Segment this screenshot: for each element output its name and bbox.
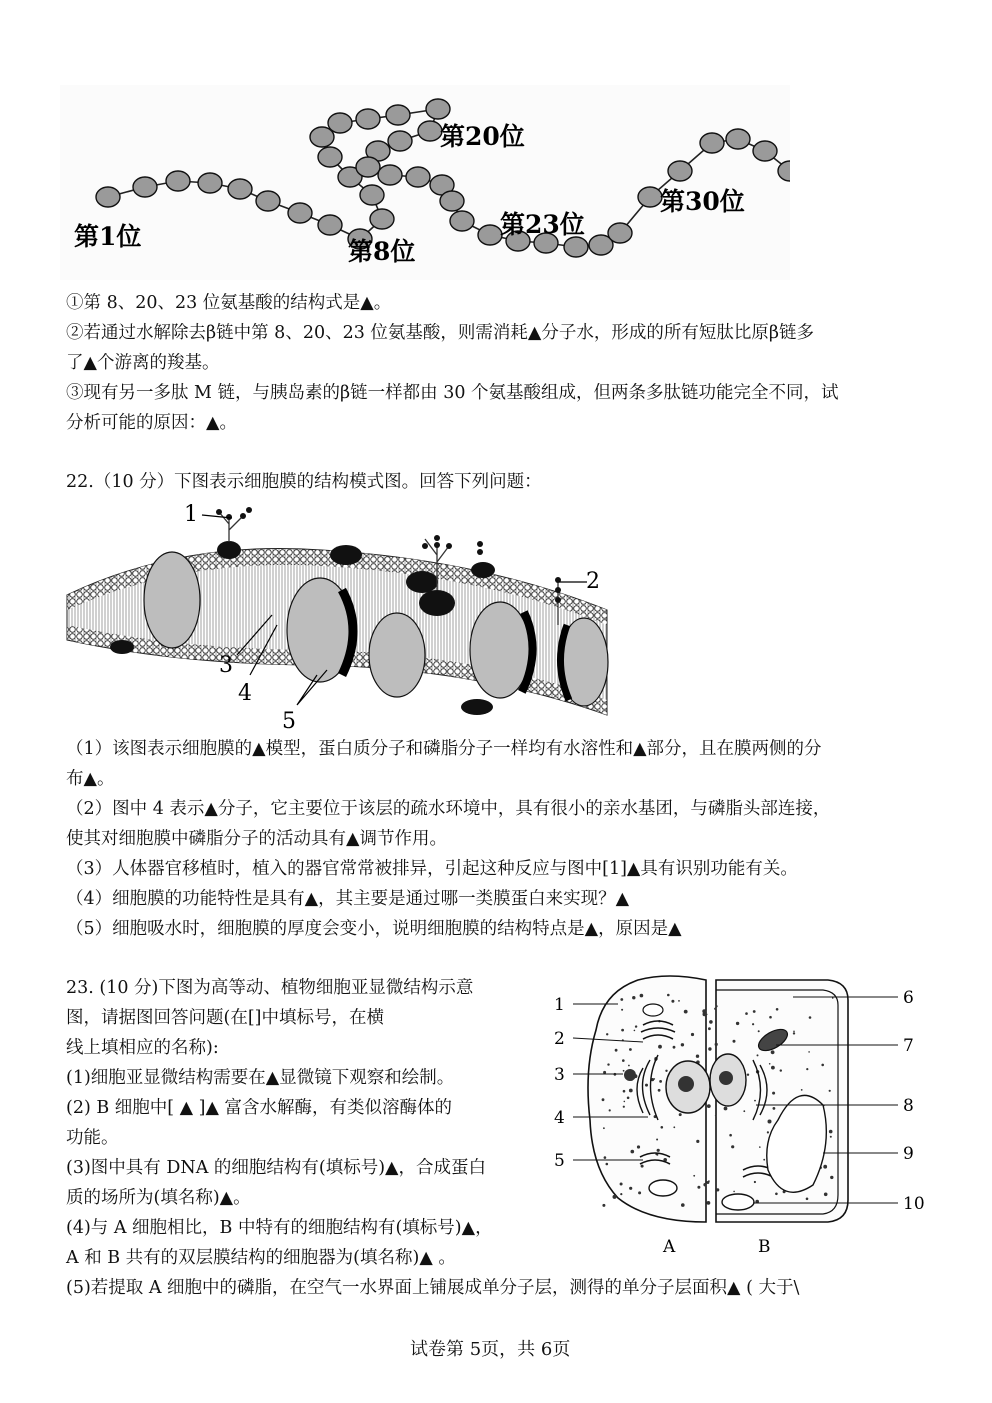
cytoplasm-speckle xyxy=(634,1030,636,1032)
cytoplasm-speckle xyxy=(752,1023,754,1025)
cytoplasm-speckle xyxy=(623,1090,626,1093)
cell-structure-figure xyxy=(548,970,938,1262)
cytoplasm-speckle xyxy=(707,1201,711,1205)
cytoplasm-speckle xyxy=(793,1032,795,1034)
cytoplasm-speckle xyxy=(657,1149,660,1152)
amino-acid-bead xyxy=(608,223,632,243)
amino-acid-bead xyxy=(328,113,352,133)
amino-acid-bead xyxy=(426,99,450,119)
cytoplasm-speckle xyxy=(629,1048,632,1051)
q23-line-7: (3)图中具有 DNA 的细胞结构有(填标号)▲，合成蛋白 xyxy=(66,1158,487,1178)
q23-line-9: (4)与 A 细胞相比，B 中特有的细胞结构有(填标号)▲， xyxy=(66,1218,493,1238)
peptide-chain-figure xyxy=(60,85,790,280)
cell-label-4: 4 xyxy=(554,1108,565,1128)
cytoplasm-speckle xyxy=(603,1071,606,1074)
cytoplasm-speckle xyxy=(606,1163,609,1166)
cytoplasm-speckle xyxy=(681,1203,685,1207)
cytoplasm-speckle xyxy=(691,1033,694,1036)
cytoplasm-speckle xyxy=(724,1107,728,1111)
cytoplasm-speckle xyxy=(759,1146,761,1148)
q23-line-10: A 和 B 共有的双层膜结构的细胞器为(填名称)▲ 。 xyxy=(66,1248,456,1268)
amino-acid-bead xyxy=(133,177,157,197)
cytoplasm-speckle xyxy=(829,1130,833,1134)
cytoplasm-speckle xyxy=(679,1113,682,1116)
cytoplasm-speckle xyxy=(681,1043,684,1046)
cytoplasm-speckle xyxy=(708,1180,710,1182)
cytoplasm-speckle xyxy=(629,1089,633,1093)
cytoplasm-speckle xyxy=(693,1175,695,1177)
q22-line-4: 使其对细胞膜中磷脂分子的活动具有▲调节作用。 xyxy=(66,829,447,849)
cytoplasm-speckle xyxy=(696,1140,699,1143)
amino-acid-bead xyxy=(166,171,190,191)
cytoplasm-speckle xyxy=(708,1027,711,1030)
amino-acid-bead xyxy=(288,203,312,223)
cytoplasm-speckle xyxy=(673,1046,676,1049)
cytoplasm-speckle xyxy=(654,1078,656,1080)
q23-line-2: 图，请据图回答问题(在[]中填标号，在横 xyxy=(66,1008,384,1028)
cytoplasm-speckle xyxy=(621,1029,624,1032)
amino-acid-bead xyxy=(638,187,662,207)
cytoplasm-speckle xyxy=(743,1110,745,1112)
cytoplasm-speckle xyxy=(696,1055,699,1058)
cytoplasm-speckle xyxy=(716,1005,718,1007)
cytoplasm-speckle xyxy=(628,1065,630,1067)
cytoplasm-speckle xyxy=(821,1064,824,1067)
amino-acid-bead xyxy=(386,105,410,125)
cytoplasm-speckle xyxy=(773,1107,776,1110)
amino-acid-bead xyxy=(356,109,380,129)
cytoplasm-speckle xyxy=(602,1098,605,1101)
q23-line-11: (5)若提取 A 细胞中的磷脂，在空气一水界面上铺展成单分子层，测得的单分子层面积▲ ( 大于\ xyxy=(66,1278,800,1298)
q23-line-3: 线上填相应的名称): xyxy=(66,1038,219,1058)
cytoplasm-speckle xyxy=(771,1066,775,1070)
cytoplasm-speckle xyxy=(640,994,644,998)
cytoplasm-speckle xyxy=(623,1106,625,1108)
cytoplasm-speckle xyxy=(673,1126,675,1128)
cytoplasm-speckle xyxy=(776,1008,779,1011)
cytoplasm-speckle xyxy=(829,1090,831,1092)
cytoplasm-speckle xyxy=(709,1020,713,1024)
q22-line-6: （4）细胞膜的功能特性是具有▲，其主要是通过哪一类膜蛋白来实现？▲ xyxy=(66,889,630,909)
membrane-label-1: 1 xyxy=(184,502,198,527)
q21-line-5: 分析可能的原因：▲。 xyxy=(66,413,237,433)
cytoplasm-speckle xyxy=(667,994,670,997)
q21-line-3: 了▲个游离的羧基。 xyxy=(66,353,220,373)
membrane-label-3: 3 xyxy=(219,653,233,678)
amino-acid-bead xyxy=(356,157,380,177)
cytoplasm-speckle xyxy=(716,1188,719,1191)
cytoplasm-speckle xyxy=(609,1109,611,1111)
cytoplasm-speckle xyxy=(658,1045,662,1049)
cytoplasm-speckle xyxy=(638,1191,641,1194)
cytoplasm-speckle xyxy=(707,1104,711,1108)
label-pos20: 第20位 xyxy=(440,122,525,151)
label-pos30: 第30位 xyxy=(660,187,745,216)
cytoplasm-speckle xyxy=(806,1198,809,1201)
amino-acid-bead xyxy=(388,131,412,151)
q22-line-2: 布▲。 xyxy=(66,769,115,789)
amino-acid-bead xyxy=(564,237,588,257)
cytoplasm-speckle xyxy=(767,1131,769,1133)
cytoplasm-speckle xyxy=(702,1009,706,1013)
cytoplasm-speckle xyxy=(801,1089,803,1091)
cytoplasm-speckle xyxy=(622,1059,625,1062)
cell-label-7: 7 xyxy=(903,1036,914,1056)
cytoplasm-speckle xyxy=(603,1127,605,1129)
cytoplasm-speckle xyxy=(658,1089,661,1092)
q22-line-1: （1）该图表示细胞膜的▲模型，蛋白质分子和磷脂分子一样均有水溶性和▲部分，且在膜两侧的分 xyxy=(66,739,822,759)
amino-acid-bead xyxy=(370,209,394,229)
cytoplasm-speckle xyxy=(715,1115,717,1117)
q21-line-2: ②若通过水解除去β链中第 8、20、23 位氨基酸，则需消耗▲分子水，形成的所有短肽比原β链多 xyxy=(66,323,814,343)
cytoplasm-speckle xyxy=(733,1040,736,1043)
cytoplasm-speckle xyxy=(659,1080,662,1083)
cytoplasm-speckle xyxy=(809,1016,812,1019)
amino-acid-bead xyxy=(668,161,692,181)
cell-label-5: 5 xyxy=(554,1151,565,1171)
cytoplasm-speckle xyxy=(697,1186,700,1189)
cytoplasm-speckle xyxy=(754,1100,756,1102)
cytoplasm-speckle xyxy=(758,1030,760,1032)
cytoplasm-speckle xyxy=(635,1025,637,1027)
cytoplasm-speckle xyxy=(615,1049,618,1052)
cytoplasm-speckle xyxy=(665,1070,667,1072)
q23-line-6: 功能。 xyxy=(66,1128,119,1148)
amino-acid-bead xyxy=(96,187,120,207)
q21-line-4: ③现有另一多肽 M 链，与胰岛素的β链一样都由 30 个氨基酸组成，但两条多肽链功能完全不同，试 xyxy=(66,383,839,403)
cell-membrane-figure xyxy=(62,500,612,740)
cytoplasm-speckle xyxy=(678,1000,680,1002)
cytoplasm-speckle xyxy=(629,1187,632,1190)
cytoplasm-speckle xyxy=(769,1063,771,1065)
amino-acid-bead xyxy=(378,165,402,185)
cytoplasm-speckle xyxy=(830,1136,832,1138)
amino-acid-bead xyxy=(360,185,384,205)
q22-line-5: （3）人体器官移植时，植入的器官常常被排异，引起这种反应与图中[1]▲具有识别功能有关。 xyxy=(66,859,798,879)
cytoplasm-speckle xyxy=(656,1139,658,1141)
cytoplasm-speckle xyxy=(830,1176,833,1179)
q22-line-7: （5）细胞吸水时，细胞膜的厚度会变小，说明细胞膜的结构特点是▲，原因是▲ xyxy=(66,919,682,939)
amino-acid-bead xyxy=(450,211,474,231)
cytoplasm-speckle xyxy=(621,1009,623,1011)
cytoplasm-speckle xyxy=(714,1008,716,1010)
cytoplasm-speckle xyxy=(747,1074,749,1076)
cytoplasm-speckle xyxy=(715,1043,718,1046)
amino-acid-bead xyxy=(198,173,222,193)
membrane-label-2: 2 xyxy=(586,569,600,594)
cell-label-1: 1 xyxy=(554,995,565,1015)
amino-acid-bead xyxy=(726,129,750,149)
cytoplasm-speckle xyxy=(824,1193,828,1197)
cell-label-8: 8 xyxy=(903,1096,914,1116)
amino-acid-bead xyxy=(478,225,502,245)
membrane-label-4: 4 xyxy=(238,681,252,706)
amino-acid-bead xyxy=(418,121,442,141)
cytoplasm-speckle xyxy=(684,1010,688,1014)
cytoplasm-speckle xyxy=(769,1016,772,1019)
cytoplasm-speckle xyxy=(733,1191,735,1193)
cytoplasm-speckle xyxy=(745,1012,748,1015)
cytoplasm-speckle xyxy=(753,1010,756,1013)
label-pos8: 第8位 xyxy=(348,237,416,266)
cell-label-9: 9 xyxy=(903,1144,914,1164)
cytoplasm-speckle xyxy=(768,1120,772,1124)
cytoplasm-speckle xyxy=(772,1092,775,1095)
q23-line-5: (2) B 细胞中[ ▲ ]▲ 富含水解酶，有类似溶酶体的 xyxy=(66,1098,453,1118)
q21-line-1: ①第 8、20、23 位氨基酸的结构式是▲。 xyxy=(66,293,392,313)
label-pos1: 第1位 xyxy=(74,222,142,251)
cell-label-6: 6 xyxy=(903,988,914,1008)
cytoplasm-speckle xyxy=(602,1204,605,1207)
cytoplasm-speckle xyxy=(806,1068,808,1070)
cytoplasm-speckle xyxy=(620,1183,623,1186)
cytoplasm-speckle xyxy=(763,1159,765,1161)
cytoplasm-speckle xyxy=(736,1022,739,1025)
cytoplasm-speckle xyxy=(808,1051,810,1053)
q22-line-3: （2）图中 4 表示▲分子，它主要位于该层的疏水环境中，具有很小的亲水基团，与磷脂头部连接， xyxy=(66,799,831,819)
amino-acid-bead xyxy=(256,191,280,211)
cytoplasm-speckle xyxy=(645,1084,648,1087)
cytoplasm-speckle xyxy=(627,1097,630,1100)
cytoplasm-speckle xyxy=(641,1165,644,1168)
cell-b-label: B xyxy=(758,1237,771,1257)
cytoplasm-speckle xyxy=(661,1126,664,1129)
q23-line-4: (1)细胞亚显微结构需要在▲显微镜下观察和绘制。 xyxy=(66,1068,455,1088)
q22-title: 22.（10 分）下图表示细胞膜的结构模式图。回答下列问题： xyxy=(66,472,542,492)
q23-line-1: 23. (10 分)下图为高等动、植物细胞亚显微结构示意 xyxy=(66,978,474,998)
cytoplasm-speckle xyxy=(731,1145,734,1148)
cytoplasm-speckle xyxy=(620,1193,622,1195)
cytoplasm-speckle xyxy=(671,1000,674,1003)
cytoplasm-speckle xyxy=(613,1195,617,1199)
membrane-label-5: 5 xyxy=(282,709,296,734)
amino-acid-bead xyxy=(700,133,724,153)
cytoplasm-speckle xyxy=(631,1150,635,1154)
amino-acid-bead xyxy=(318,147,342,167)
cytoplasm-speckle xyxy=(793,1031,795,1033)
amino-acid-bead xyxy=(440,191,464,211)
cytoplasm-speckle xyxy=(637,1145,640,1148)
cytoplasm-speckle xyxy=(708,1047,711,1050)
label-pos23: 第23位 xyxy=(500,210,585,239)
amino-acid-bead xyxy=(753,141,777,161)
cell-label-10: 10 xyxy=(903,1194,925,1214)
cytoplasm-speckle xyxy=(757,1054,759,1056)
amino-acid-bead xyxy=(406,167,430,187)
cytoplasm-speckle xyxy=(607,1063,609,1065)
cytoplasm-speckle xyxy=(754,1181,756,1183)
cytoplasm-speckle xyxy=(780,1069,782,1071)
q23-line-8: 质的场所为(填名称)▲。 xyxy=(66,1188,251,1208)
cell-label-2: 2 xyxy=(554,1029,565,1049)
amino-acid-bead xyxy=(228,179,252,199)
cytoplasm-speckle xyxy=(624,1101,626,1103)
page-footer: 试卷第 5页，共 6页 xyxy=(410,1339,571,1360)
cytoplasm-speckle xyxy=(620,998,623,1001)
cytoplasm-speckle xyxy=(729,1134,732,1137)
cytoplasm-speckle xyxy=(771,1050,775,1054)
cytoplasm-speckle xyxy=(604,1156,607,1159)
cell-label-3: 3 xyxy=(554,1065,565,1085)
cytoplasm-speckle xyxy=(632,996,635,999)
cytoplasm-speckle xyxy=(775,1193,778,1196)
cytoplasm-speckle xyxy=(623,1070,625,1072)
cytoplasm-speckle xyxy=(703,1183,706,1186)
cytoplasm-speckle xyxy=(823,1165,827,1169)
cytoplasm-speckle xyxy=(606,1033,608,1035)
amino-acid-bead xyxy=(318,215,342,235)
cell-a-label: A xyxy=(663,1237,676,1257)
